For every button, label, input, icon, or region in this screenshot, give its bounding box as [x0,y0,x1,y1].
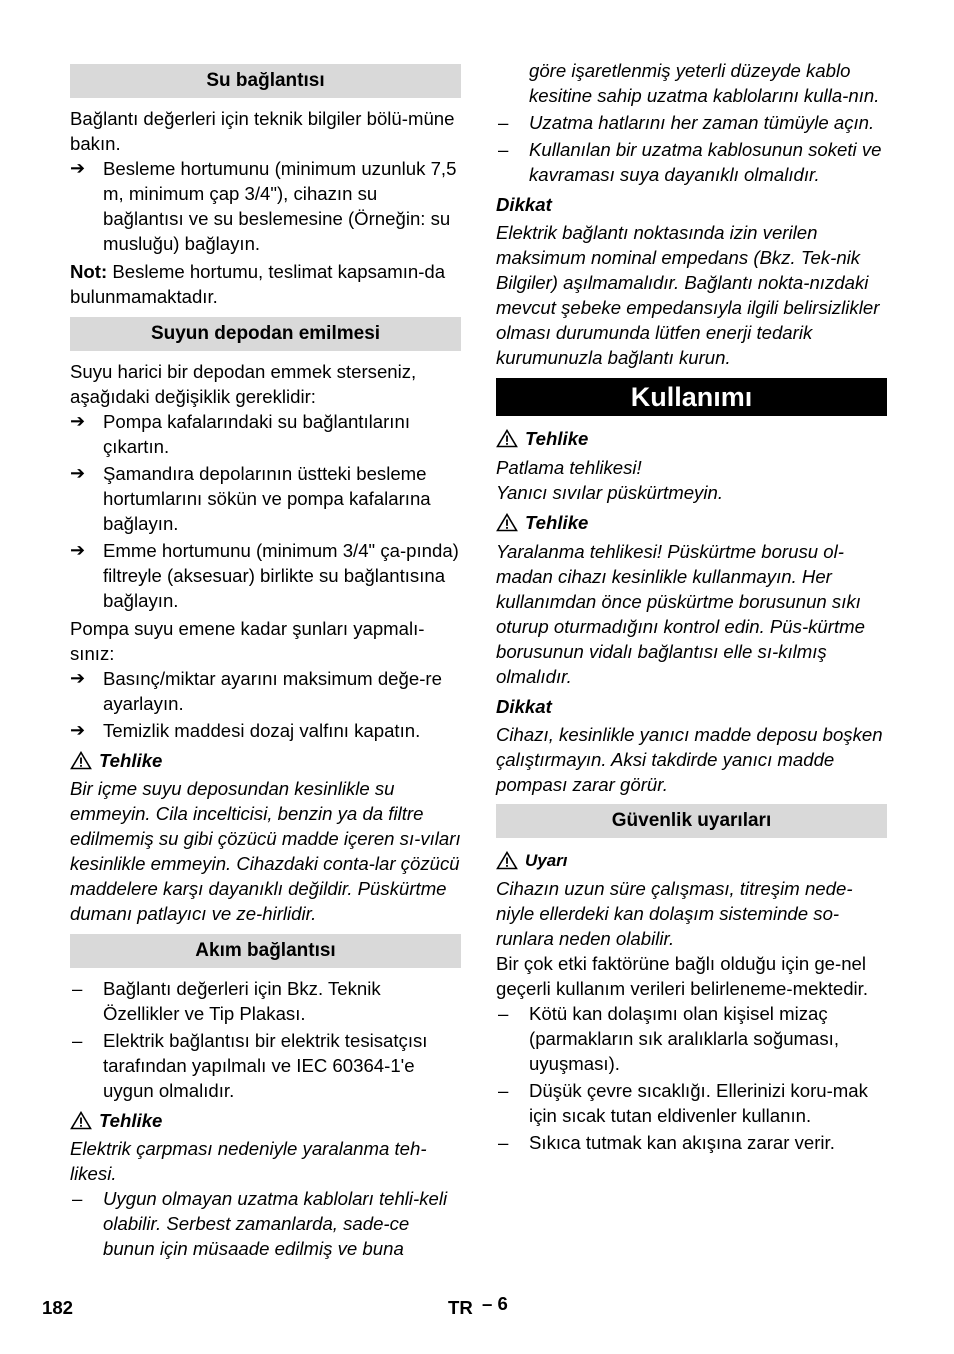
warning-label: Tehlike [496,426,887,451]
caution-text: Cihazı, kesinlikle yanıcı madde deposu boşken çalıştırmayın. Aksi takdirde yanıcı madde pompası zarar görür. [496,724,883,795]
chapter-heading-kullanimi: Kullanımı [496,378,887,416]
warning-text: Yaralanma tehlikesi! Püskürtme borusu ol-madan cihazı kesinlikle kullanmayın. Her kullanımdan önce püskürtme borusunun sıkı oturup oturmadığını kontrol edin. Püs-kürtme borusunun vidalı bağlantısı elle sı-kılmış olmalıdır. [496,541,865,687]
list-item: ➔ Emme hortumunu (minimum 3/4" ça-pında) filtreyle (aksesuar) birlikte su bağlantısına bağlayın. [70,540,459,611]
paragraph: Pompa suyu emene kadar şunları yapmalı-sınız: [70,618,425,664]
warning-label: Tehlike [496,510,887,535]
note: Not: Besleme hortumu, teslimat kapsamın-da bulunmamaktadır. [70,261,446,307]
list-item-continued: göre işaretlenmiş yeterli düzeyde kablo kesitine sahip uzatma kablolarını kulla-nın. [529,60,880,106]
arrow-right-icon: ➔ [70,463,86,483]
caution-label: Dikkat [496,194,552,215]
list-item: – Elektrik bağlantısı bir elektrik tesisatçısı tarafından yapılmalı ve IEC 60364-1'e uygun olmalıdır. [72,1030,428,1101]
warning-triangle-icon [496,513,518,532]
section-heading-suyun-depodan: Suyun depodan emilmesi [70,317,461,351]
list-item: ➔ Temizlik maddesi dozaj valfını kapatın. [70,720,421,741]
warning-text: Patlama tehlikesi! [496,457,642,478]
paragraph: Suyu harici bir depodan emmek sterseniz, aşağıdaki değişiklik gereklidir: [70,361,417,407]
paragraph: Bir çok etki faktörüne bağlı olduğu için ge-nel geçerli kullanım verileri belirleneme-mektedir. [496,953,869,999]
list-item: – Kötü kan dolaşımı olan kişisel mizaç (parmakların sık aralıklarla soğuması, uyuşması). [498,1003,840,1074]
list-item: ➔ Besleme hortumunu (minimum uzunluk 7,5 m, minimum çap 3/4"), cihazın su bağlantısı ve su beslemesine (Örneğin: su musluğu) bağlayın. [70,158,457,254]
list-item: – Düşük çevre sıcaklığı. Ellerinizi koru-mak için sıcak tutan eldivenler kullanın. [498,1080,868,1126]
warning-triangle-icon [496,429,518,448]
arrow-right-icon: ➔ [70,720,86,740]
caution-label: Dikkat [496,696,552,717]
arrow-right-icon: ➔ [70,540,86,560]
list-item: ➔ Şamandıra depolarının üstteki besleme hortumlarını sökün ve pompa kafalarına bağlayın. [70,463,431,534]
list-item: – Bağlantı değerleri için Bkz. Teknik Özellikler ve Tip Plakası. [72,978,381,1024]
page-number: 182 [42,1297,74,1318]
caution-text: Elektrik bağlantı noktasında izin verilen maksimum nominal empedans (Bkz. Tek-nik Bilgiler) aşılmamalıdır. Bağlantı nokta-nızdaki mevcut şebeke empedansıyla ilgili belirsizlikler olması durumunda lütfen enerji tedarik kurumunuzla bağlantı kurun. [496,222,880,368]
section-heading-guvenlik: Güvenlik uyarıları [496,804,887,838]
warning-triangle-icon [496,851,518,870]
paragraph: Bağlantı değerleri için teknik bilgiler bölü-müne bakın. [70,108,455,154]
warning-label: Tehlike [70,1108,461,1133]
list-item: – Uzatma hatlarını her zaman tümüyle açın. [498,112,875,133]
warning-triangle-icon [70,1111,92,1130]
arrow-right-icon: ➔ [70,411,86,431]
warning-triangle-icon [70,751,92,770]
list-item: – Uygun olmayan uzatma kabloları tehli-keli olabilir. Serbest zamanlarda, sade-ce bunun için müsaade edilmiş ve buna [72,1188,448,1259]
section-heading-akim-baglantisi: Akım bağlantısı [70,934,461,968]
right-column [496,58,887,1155]
left-column [70,58,461,1261]
section-heading-su-baglantisi: Su bağlantısı [70,64,461,98]
arrow-right-icon: ➔ [70,158,86,178]
list-item: – Kullanılan bir uzatma kablosunun soketi ve kavraması suya dayanıklı olmalıdır. [498,139,882,185]
warning-text: Cihazın uzun süre çalışması, titreşim nede-niyle ellerdeki kan dolaşım sisteminde so-runlara neden olabilir. [496,878,853,949]
warning-text: Bir içme suyu deposundan kesinlikle su emmeyin. Cila incelticisi, benzin ya da filtre edilmemiş su gibi çözücü madde içeren sı-vıları kesinlikle emmeyin. Cihazdaki conta-lar çözücü maddelere karşı dayanıklı değildir. Püskürtme dumanı patlayıcı ve ze-hirlidir. [70,778,461,924]
warning-text: Yanıcı sıvılar püskürtmeyin. [496,482,723,503]
list-item: ➔ Basınç/miktar ayarını maksimum değe-re ayarlayın. [70,668,442,714]
warning-text: Elektrik çarpması nedeniyle yaralanma teh-likesi. [70,1138,427,1184]
language-code: TR – 6 [448,1293,508,1318]
list-item: – Sıkıca tutmak kan akışına zarar verir. [498,1132,835,1153]
arrow-right-icon: ➔ [70,668,86,688]
warning-label: Tehlike [70,748,461,773]
warning-label: Uyarı [496,848,887,873]
list-item: ➔ Pompa kafalarındaki su bağlantılarını çıkartın. [70,411,410,457]
